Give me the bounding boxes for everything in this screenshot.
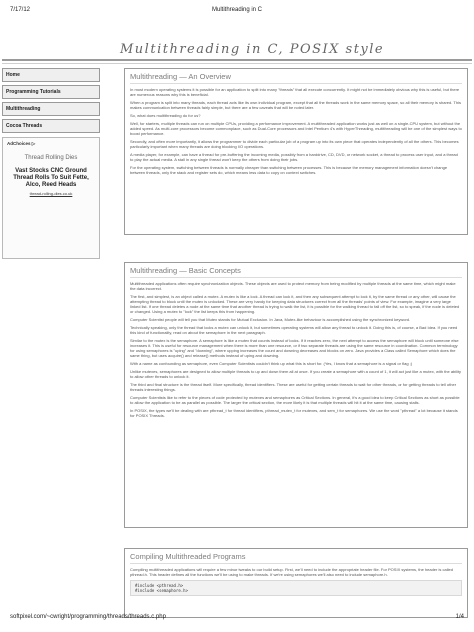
sidebar-item-home[interactable]: Home [2, 68, 100, 82]
code-line: #include <pthread.h> [135, 583, 184, 588]
paragraph: Multithreaded applications often require synchronization objects. These objects are used to protect memory from being modified by multiple threads at the same time, which might make the data incorrect. [130, 281, 456, 291]
paragraph: Computer Scientist people will tell you that Mutex stands for Mutual Exclusion. In Java, Mutex-like behaviour is accomplished using the synchronized keyword. [130, 317, 411, 322]
ad-link[interactable]: thread-rolling-dies.co.uk [29, 191, 73, 196]
paragraph: A media player, for example, can have a thread for pre-buffering the incoming media, possibly from a harddrive, CD, DVD, or network socket, a thread to process user input, and a thread to play the actual media. A stall in any single thread won't keep the others from doing their jobs. [130, 152, 458, 162]
code-line: #include <semaphore.h> [135, 588, 188, 593]
section-title: Multithreading — Basic Concepts [130, 266, 462, 278]
print-header [10, 7, 464, 17]
paragraph: Similar to the mutex is the semaphore. A semaphore is like a mutex that counts instead of locks. If it reaches zero, the next attempt to access the semaphore will block until someone else increases it. This is useful for resource management when there is more than one resource, or if two separate threads are using the same resource in coordination. Common terminology for using semaphores is "uping" and "downing", where upping increases the count and downing decreases and blocks on zero. Java provides a Class called Semaphore which does the same thing, but uses acquire() and release() methods instead of uping and downing. [130, 338, 459, 358]
paragraph: The third and final structure is the thread itself. More specifically, thread identifiers. These are useful for getting certain threads to wait for other threads, or for getting threads to tell other threads interesting things. [130, 382, 457, 392]
paragraph: With a name as confounding as semaphore, even Computer Scientists couldn't think up what this is short for. (Yes, I know that a semaphore is a signal or flag ;) [130, 361, 413, 366]
print-footer [10, 614, 464, 624]
paragraph: So, what does multithreading do for us? [130, 113, 201, 118]
page-number: 1/4 [455, 614, 464, 620]
site-title: Multithreading in C, POSIX style [120, 42, 385, 57]
section-basic-concepts [124, 262, 468, 528]
sidebar [2, 68, 100, 259]
print-date: 7/17/12 [10, 7, 31, 13]
ad-headline[interactable]: Thread Rolling Dies [24, 155, 78, 161]
sidebar-item-multithreading[interactable]: Multithreading [2, 102, 100, 116]
sidebar-item-cocoa-threads[interactable]: Cocoa Threads [2, 119, 100, 133]
paragraph: In POSIX, the types we'll be dealing with are pthread_t for thread identifiers, pthread_mutex_t for mutexes, and sem_t for semaphores. We use the word "pthread" a lot because it stands for POSIX Threads. [130, 408, 458, 418]
paragraph: The first, and simplest, is an object called a mutex. A mutex is like a lock. A thread can lock it, and then any subsequent attempt to lock it, by the same thread or any other, will cause the attempting thread to block until the mutex is unlocked. These are very handy for keeping data structures correct from all the threads' points of view. For example, imagine a very large linked list. If one thread deletes a node at the same time that another thread is trying to walk the list, it is possible for the walking thread to fall off the list, so to speak, if the node is deleted or changed. Using a mutex to "lock" the list keeps this from happening. [130, 294, 460, 314]
section-title: Multithreading — An Overview [130, 72, 462, 84]
paragraph: Compiling multithreaded applications will require a few minor tweaks to our build setup. First, we'll need to include the appropriate header file. For POSIX systems, the header is called pthread.h. This header defines all the functions we'll be using to make threads. If we're using semaphores we'll also need to include semaphore.h. [130, 567, 453, 577]
ad-body: Vast Stocks CNC Ground Thread Rolls To Suit Fette, Alco, Reed Heads [13, 168, 89, 188]
section-overview [124, 68, 468, 235]
paragraph: Well, for starters, multiple threads can run on multiple CPUs, providing a performance improvement. A multithreaded application works just as well on a single-CPU system, but without the added speed. As multi-core processors become commonplace, such as Dual-Core processors and Intel Pentium 4's with HyperThreading, multithreading will be one of the simplest ways to boost performance. [130, 121, 462, 136]
adchoices-label[interactable]: AdChoices ▷ [7, 141, 36, 146]
paragraph: Technically speaking, only the thread that locks a mutex can unlock it, but sometimes operating systems will allow any thread to unlock it. Doing this is, of course, a Bad Idea. If you need this kind of functionality, read on about the semaphore in the next paragraph. [130, 325, 458, 335]
header-rule-secondary [2, 63, 472, 64]
paragraph: Computer Scientists like to refer to the pieces of code protected by mutexes and semaphores as Critical Sections. In general, it's a good idea to keep Critical Sections as short as possible to allow the application to be as parallel as possible. The larger the critical section, the more likely it is that multiple threads will hit it at the same time, causing stalls. [130, 395, 460, 405]
print-url: softpixel.com/~cwright/programming/threads/threads.c.php [10, 614, 166, 620]
sidebar-item-programming-tutorials[interactable]: Programming Tutorials [2, 85, 100, 99]
code-block [130, 580, 462, 596]
paragraph: Secondly, and often more importantly, it allows the programmer to divide each particular job of a program up into its own piece that operates independently of all the others. This becomes particularly important when many threads are doing blocking I/O operations. [130, 139, 459, 149]
paragraph: In most modern operating systems it is possible for an application to split into many "threads" that all execute concurrently. It might not be immediately obvious why this is useful, but there are numerous reasons why this is beneficial. [130, 87, 460, 97]
header-rule [2, 59, 472, 61]
section-title: Compiling Multithreaded Programs [130, 552, 462, 564]
print-page-title: Multithreading in C [211, 7, 263, 13]
paragraph: When a program is split into many threads, each thread acts like its own individual program, except that all the threads work in the same memory space, so all their memory is shared. This makes communication between threads fairly simple, but there are a few caveats that will be noted later. [130, 100, 461, 110]
paragraph: Unlike mutexes, semaphores are designed to allow multiple threads to up and down them all at once. If you create a semaphore with a count of 1, it will act just like a mutex, with the ability to allow other threads to unlock it. [130, 369, 462, 379]
ad-box[interactable] [2, 137, 100, 259]
paragraph: For the operating system, switching between threads is normally cheaper than switching between processes. This is because the memory management information doesn't change between threads, only the stack and register sets do, which means less data to copy on context switches. [130, 165, 448, 175]
section-compiling [124, 548, 468, 618]
